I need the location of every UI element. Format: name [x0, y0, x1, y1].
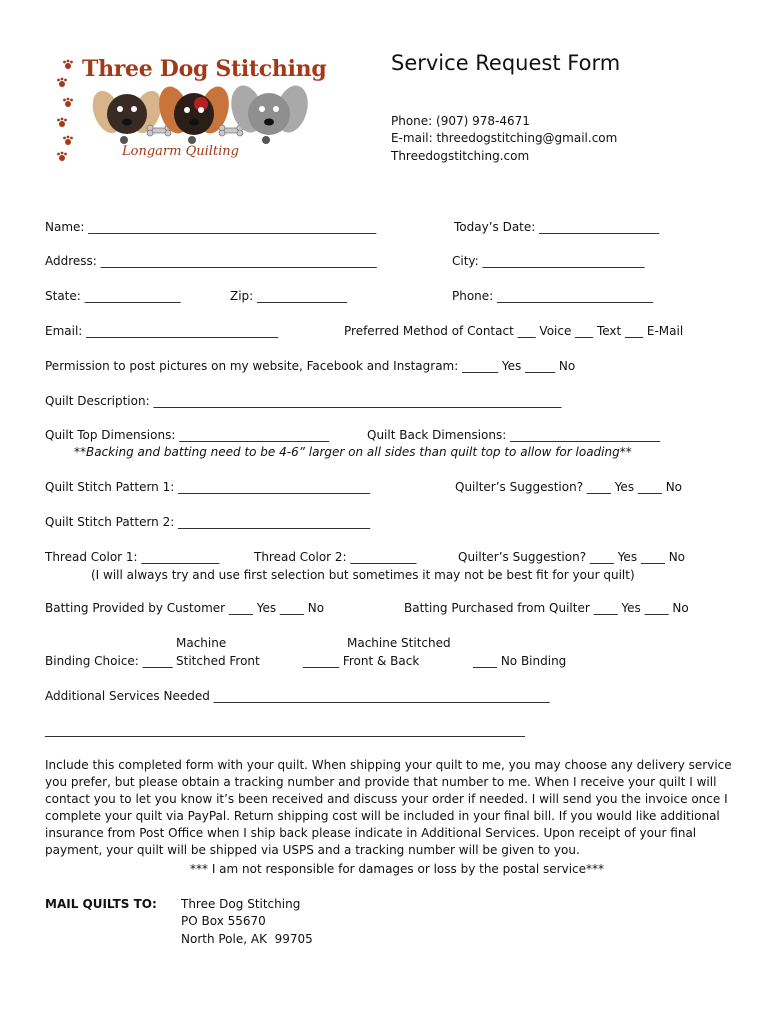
contact-method-field[interactable]: Preferred Method of Contact ___ Voice ___ Text ___ E-Mail: [344, 324, 684, 338]
mail-address-line-2: PO Box 55670: [181, 914, 266, 928]
city-field[interactable]: City: ___________________________: [452, 254, 645, 268]
state-field[interactable]: State: ________________: [45, 289, 181, 303]
thread-color-2-field[interactable]: Thread Color 2: ___________: [254, 550, 417, 564]
quilters-suggestion-thread-field[interactable]: Quilter’s Suggestion? ____ Yes ____ No: [458, 550, 686, 564]
binding-option-1-label-top: Machine: [176, 636, 227, 650]
contact-phone: Phone: (907) 978-4671: [391, 114, 530, 128]
contact-website: Threedogstitching.com: [391, 149, 530, 163]
binding-choice-field[interactable]: Binding Choice: _____: [45, 654, 173, 668]
thread-note: (I will always try and use first selection but sometimes it may not be best fit for your quilt): [91, 568, 635, 582]
additional-services-field[interactable]: Additional Services Needed ________________________________________________________: [45, 689, 550, 703]
contact-email: E-mail: threedogstitching@gmail.com: [391, 131, 618, 145]
batting-customer-field[interactable]: Batting Provided by Customer ____ Yes ____ No: [45, 601, 325, 615]
address-field[interactable]: Address: ______________________________________________: [45, 254, 377, 268]
mail-address-line-1: Three Dog Stitching: [181, 897, 301, 911]
email-field[interactable]: Email: ________________________________: [45, 324, 279, 338]
quilt-top-dimensions-field[interactable]: Quilt Top Dimensions: _________________________: [45, 428, 330, 442]
zip-field[interactable]: Zip: _______________: [230, 289, 348, 303]
logo-tagline: Longarm Quilting: [122, 144, 239, 159]
binding-option-1-label-bottom: Stitched Front: [176, 654, 260, 668]
quilters-suggestion-pattern-field[interactable]: Quilter’s Suggestion? ____ Yes ____ No: [455, 480, 683, 494]
name-field[interactable]: Name: ________________________________________________: [45, 220, 377, 234]
logo-title: Three Dog Stitching: [82, 56, 327, 82]
todays-date-field[interactable]: Today’s Date: ____________________: [454, 220, 660, 234]
stitch-pattern-1-field[interactable]: Quilt Stitch Pattern 1: ________________________________: [45, 480, 371, 494]
quilt-back-dimensions-field[interactable]: Quilt Back Dimensions: _________________________: [367, 428, 661, 442]
mail-label: MAIL QUILTS TO:: [45, 897, 157, 911]
paw-prints-icon: [57, 60, 73, 161]
batting-quilter-field[interactable]: Batting Purchased from Quilter ____ Yes ____ No: [404, 601, 689, 615]
dog-1-icon: [87, 87, 166, 144]
quilt-description-field[interactable]: Quilt Description: ____________________________________________________________________: [45, 394, 562, 408]
binding-option-2-label-top: Machine Stitched: [347, 636, 451, 650]
company-logo: [52, 54, 327, 166]
thread-color-1-field[interactable]: Thread Color 1: _____________: [45, 550, 220, 564]
postal-disclaimer: *** I am not responsible for damages or loss by the postal service***: [190, 862, 605, 876]
shipping-instructions: Include this completed form with your quilt. When shipping your quilt to me, you may choose any delivery service you prefer, but please obtain a tracking number and provide that number to me. When I receive your quilt I will contact you to let you know it’s been received and discuss your order if needed. I will send you the invoice once I complete your quilt via PayPal. Return shipping cost will be included in your final bill. If you would like additional insurance from Post Office when I ship back please indicate in Additional Services. Upon receipt of your final payment, your quilt will be shipped via USPS and a tracking number will be given to you.: [45, 758, 732, 857]
stitch-pattern-2-field[interactable]: Quilt Stitch Pattern 2: ________________________________: [45, 515, 371, 529]
mail-address-line-3: North Pole, AK 99705: [181, 932, 313, 946]
binding-option-3-field[interactable]: ____ No Binding: [473, 654, 567, 668]
binding-option-2-field[interactable]: ______ Front & Back: [303, 654, 420, 668]
additional-services-field-line-2[interactable]: ________________________________________________________________________________: [45, 723, 525, 737]
phone-field[interactable]: Phone: __________________________: [452, 289, 654, 303]
backing-note: **Backing and batting need to be 4-6” larger on all sides than quilt top to allow for loading**: [74, 445, 632, 459]
page-title: Service Request Form: [391, 51, 621, 75]
bone-icon: [219, 125, 243, 136]
photo-permission-field[interactable]: Permission to post pictures on my website, Facebook and Instagram: ______ Yes _____ No: [45, 359, 576, 373]
